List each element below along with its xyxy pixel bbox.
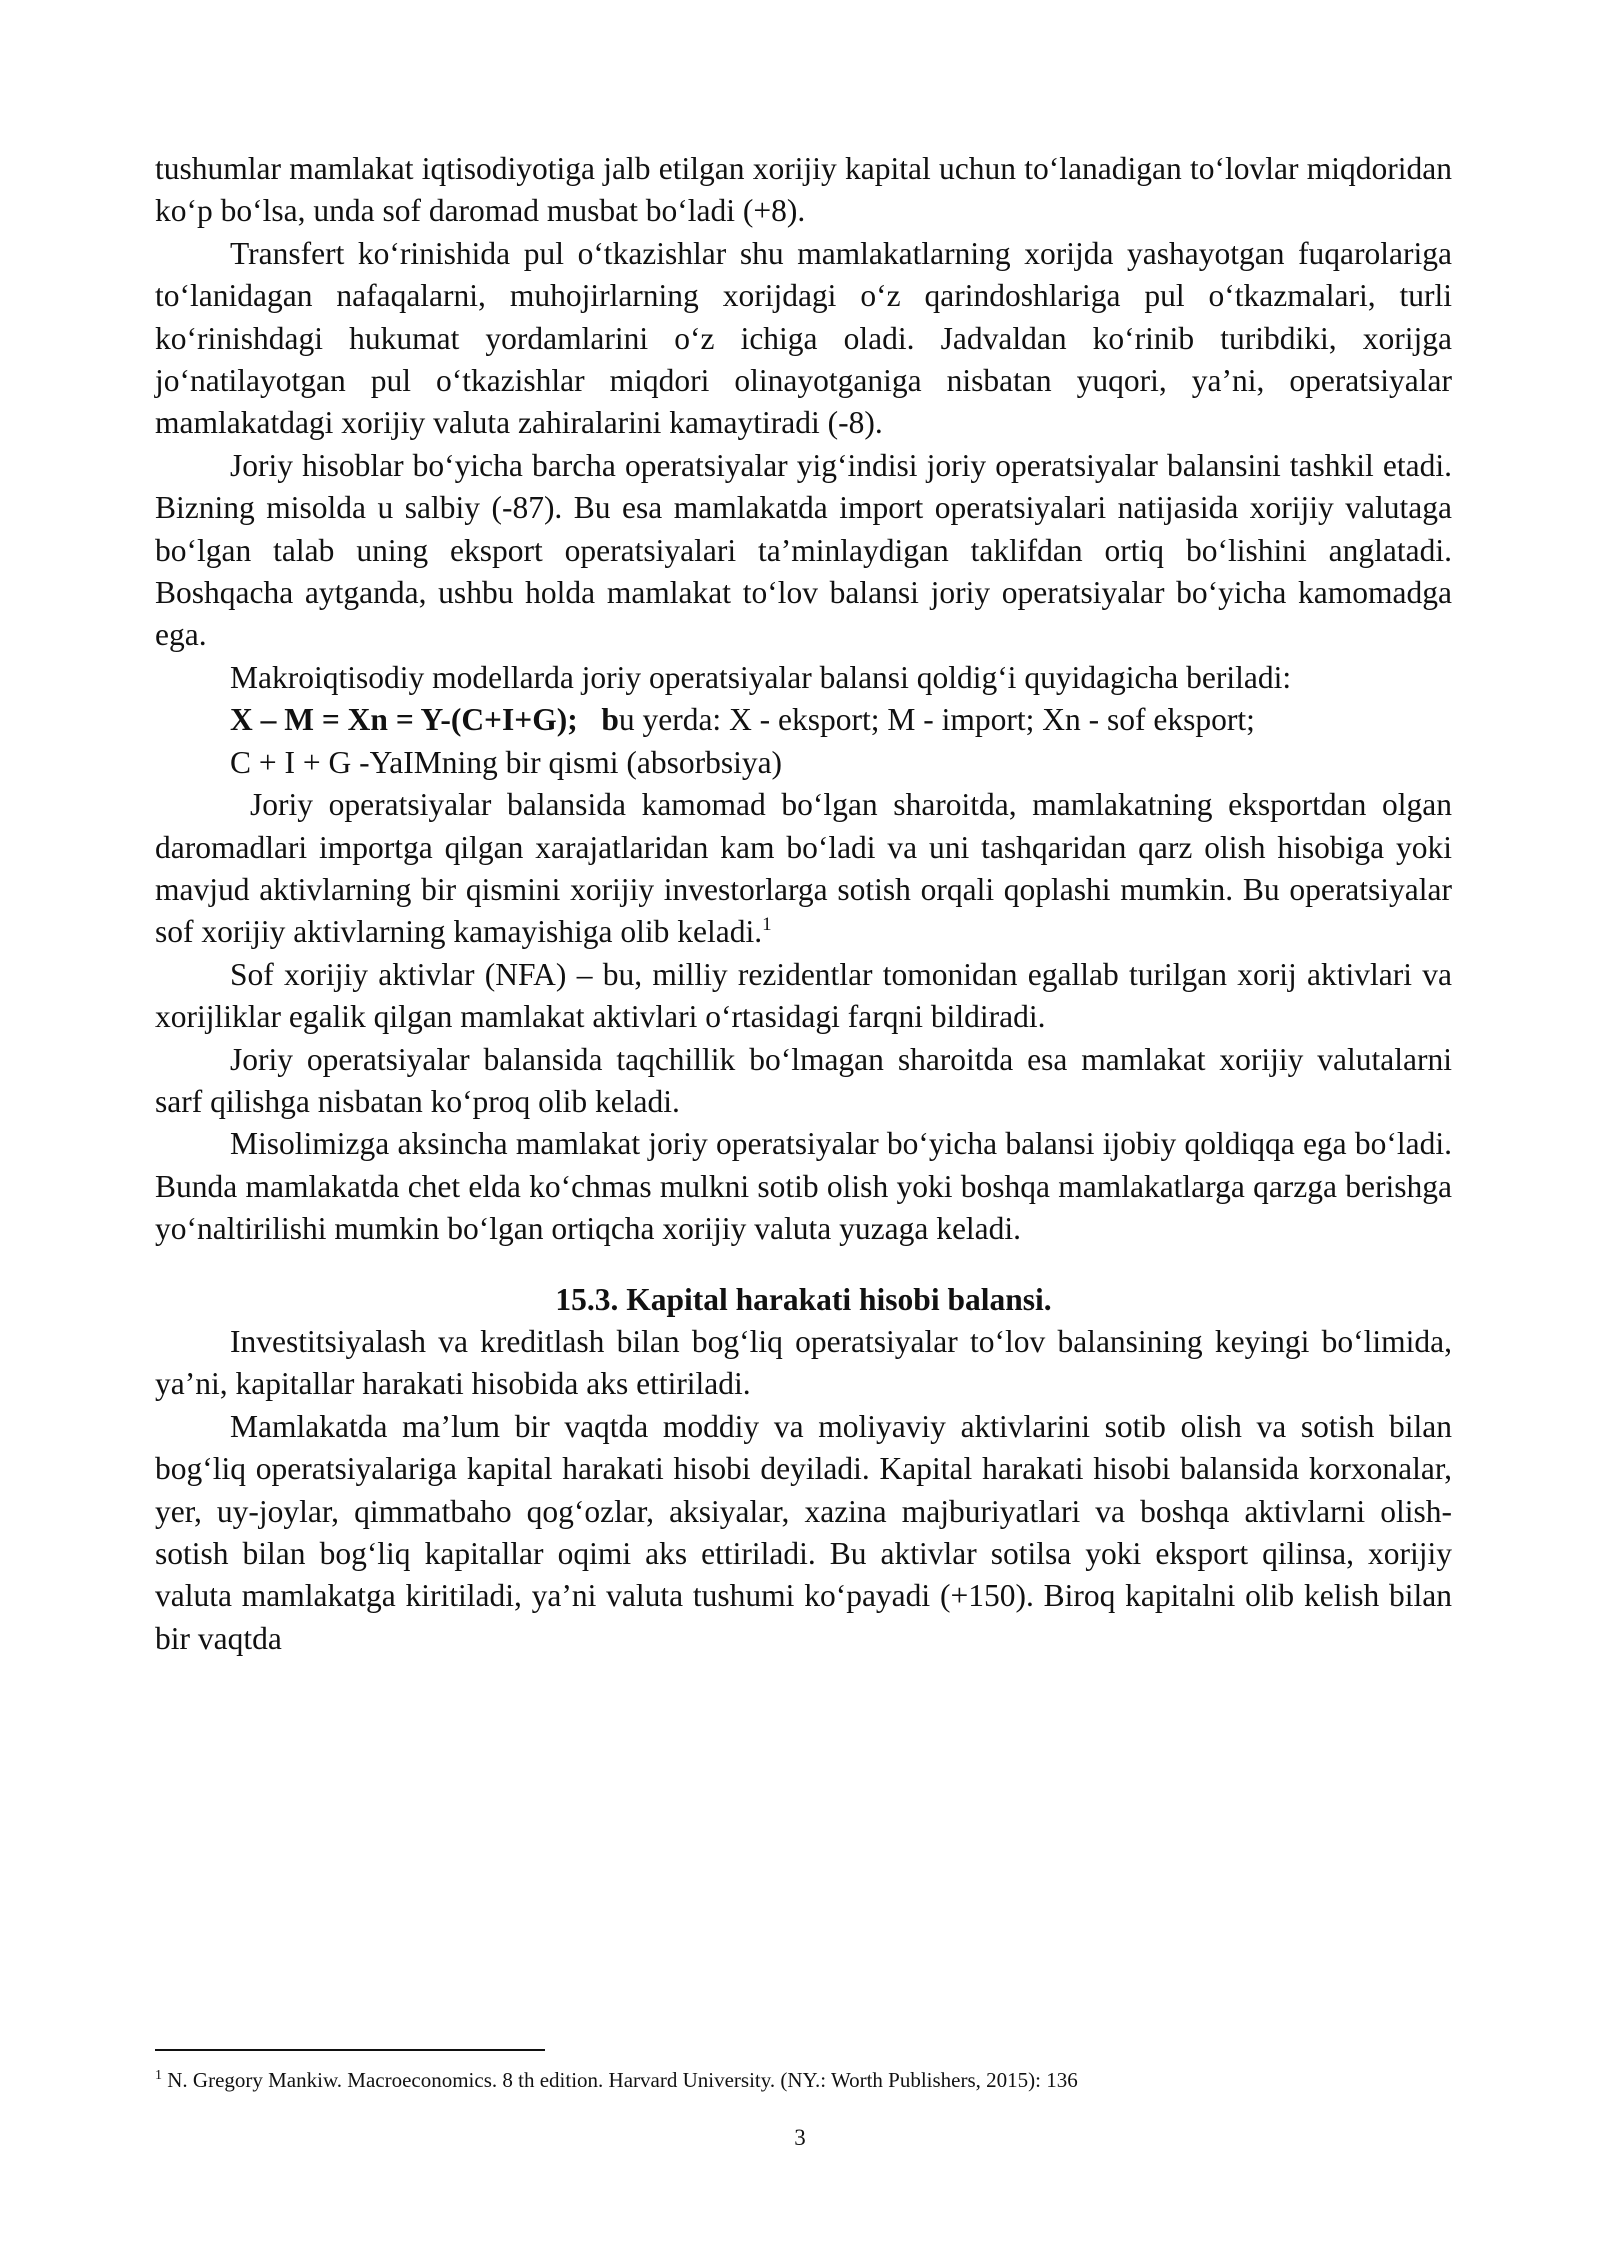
formula-explanation: u yerda: X - eksport; M - import; Xn - sof eksport; <box>618 702 1255 738</box>
formula-absorption: C + I + G -YaIMning bir qismi (absorbsiya) <box>230 744 783 780</box>
formula-equation: X – M = Xn = Y-(C+I+G); <box>230 702 578 738</box>
footnote-text: N. Gregory Mankiw. Macroeconomics. 8 th edition. Harvard University. (NY.: Worth Publishers, 2015): 136 <box>167 2068 1078 2092</box>
formula-bold-letter: b <box>601 702 619 738</box>
section-heading: 15.3. Kapital harakati hisobi balansi. <box>555 1281 1052 1317</box>
paragraph-current-balance: Joriy hisoblar bo‘yicha barcha operatsiyalar yig‘indisi joriy operatsiyalar balansini tashkil etadi. Bizning misolda u salbiy (-87). Bu esa mamlakatda import operatsiyalari natijasida xorijiy valutaga bo‘lgan talab uning eksport operatsiyalari ta’minlaydigan taklifdan ortiq bo‘lishini anglatadi. Boshqacha aytganda, ushbu holda mamlakat to‘lov balansi joriy operatsiyalar bo‘yicha kamomadga ega. <box>155 447 1452 653</box>
formula-line <box>155 699 1452 741</box>
footnote <box>155 2066 1452 2094</box>
page-number: 3 <box>794 2125 806 2150</box>
body-text <box>155 148 1452 1660</box>
paragraph-capital-account: Mamlakatda ma’lum bir vaqtda moddiy va moliyaviy aktivlarini sotib olish va sotish bilan bog‘liq operatsiyalariga kapital harakati hisobi deyiladi. Kapital harakati hisobi balansida korxonalar, yer, uy-joylar, qimmatbaho qog‘ozlar, aksiyalar, xazina majburiyatlari va boshqa aktivlarni olish-sotish bilan bog‘liq kapitallar oqimi aks ettiriladi. Bu aktivlar sotilsa yoki eksport qilinsa, xorijiy valuta mamlakatga kiritiladi, ya’ni valuta tushumi ko‘payadi (+150). Biroq kapitalni olib kelish bilan bir vaqtda <box>155 1408 1452 1656</box>
paragraph-nfa: Sof xorijiy aktivlar (NFA) – bu, milliy rezidentlar tomonidan egallab turilgan xorij aktivlari va xorijliklar egalik qilgan mamlakat aktivlari o‘rtasidagi farqni bildiradi. <box>155 956 1452 1035</box>
paragraph-surplus: Misolimizga aksincha mamlakat joriy operatsiyalar bo‘yicha balansi ijobiy qoldiqqa ega bo‘ladi. Bunda mamlakatda chet elda ko‘chmas mulkni sotib olish yoki boshqa mamlakatlarga qarzga berishga yo‘naltirilishi mumkin bo‘lgan ortiqcha xorijiy valuta yuzaga keladi. <box>155 1126 1452 1247</box>
paragraph-transfers: Transfert ko‘rinishida pul o‘tkazishlar shu mamlakatlarning xorijda yashayotgan fuqarolariga to‘lanidagan nafaqalarni, muhojirlarning xorijdagi o‘z qarindoshlariga pul o‘tkazmalari, turli ko‘rinishdagi hukumat yordamlarini o‘z ichiga oladi. Jadvaldan ko‘rinib turibdiki, xorijga jo‘natilayotgan pul o‘tkazishlar miqdori olinayotganiga nisbatan yuqori, ya’ni, operatsiyalar mamlakatdagi xorijiy valuta zahiralarini kamaytiradi (-8). <box>155 235 1452 441</box>
paragraph-1: tushumlar mamlakat iqtisodiyotiga jalb etilgan xorijiy kapital uchun to‘lanadigan to‘lovlar miqdoridan ko‘p bo‘lsa, unda sof daromad musbat bo‘ladi (+8). <box>155 151 1452 229</box>
paragraph-deficit <box>155 784 1452 954</box>
footnote-divider <box>155 2049 545 2051</box>
paragraph-deficit-text: Joriy operatsiyalar balansida kamomad bo‘lgan sharoitda, mamlakatning eksportdan olgan daromadlari importga qilgan xarajatlaridan kam bo‘ladi va uni tashqaridan qarz olish hisobiga yoki mavjud aktivlarning bir qismini xorijiy investorlarga sotish orqali qoplashi mumkin. Bu operatsiyalar sof xorijiy aktivlarning kamayishiga olib keladi. <box>155 787 1452 950</box>
footnote-mark: 1 <box>155 2068 162 2083</box>
paragraph-macro-models: Makroiqtisodiy modellarda joriy operatsiyalar balansi qoldig‘i quyidagicha beriladi: <box>230 659 1292 695</box>
paragraph-no-deficit: Joriy operatsiyalar balansida taqchillik bo‘lmagan sharoitda esa mamlakat xorijiy valutalarni sarf qilishga nisbatan ko‘proq olib keladi. <box>155 1041 1452 1119</box>
footnote-reference[interactable]: 1 <box>762 914 772 936</box>
paragraph-investment: Investitsiyalash va kreditlash bilan bog‘liq operatsiyalar to‘lov balansining keyingi bo‘limida, ya’ni, kapitallar harakati hisobida aks ettiriladi. <box>155 1323 1452 1402</box>
